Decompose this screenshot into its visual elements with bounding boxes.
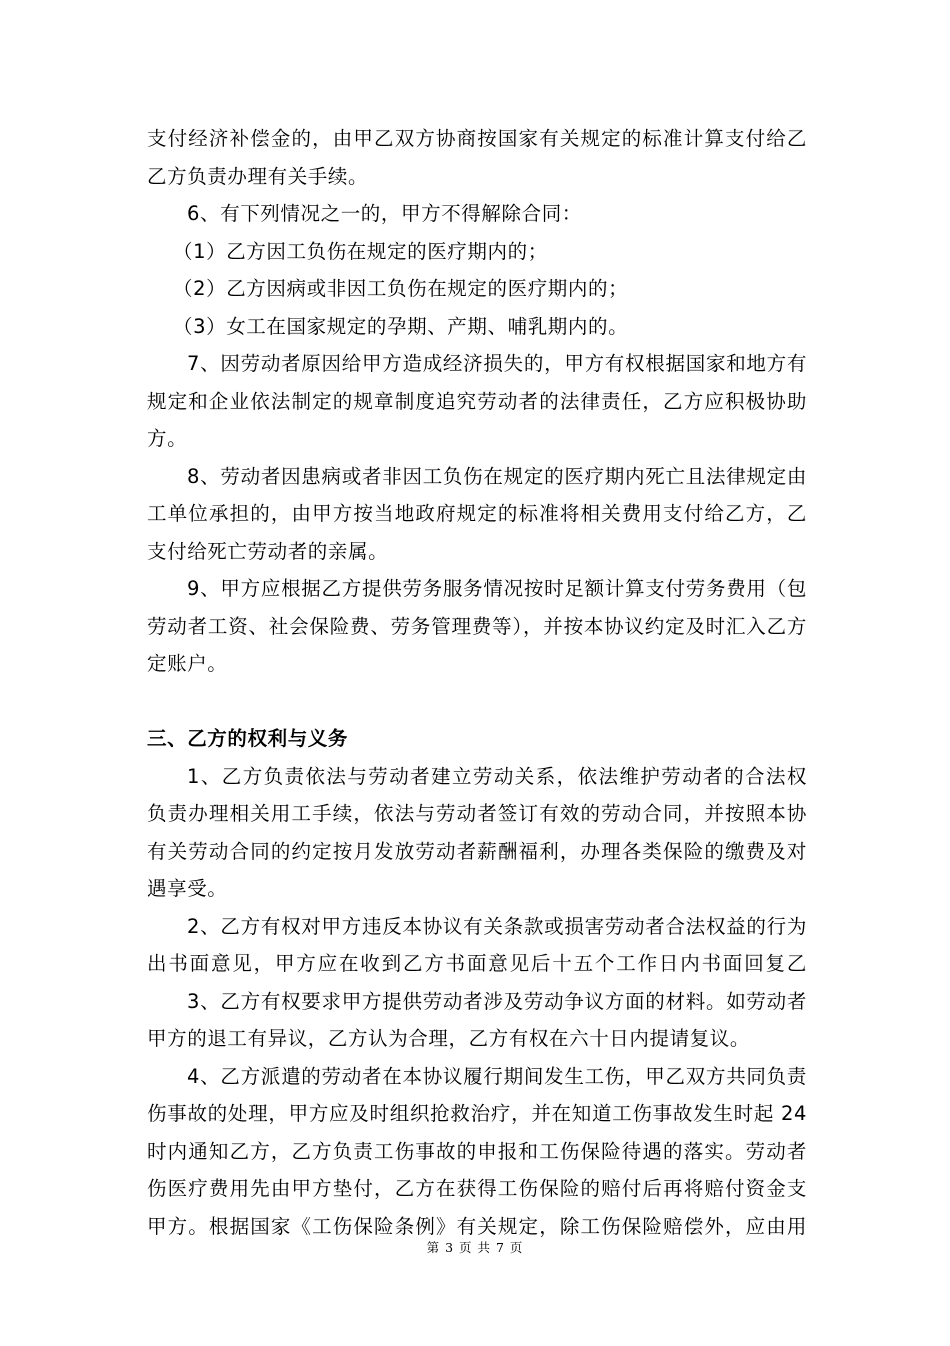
text-line: 工单位承担的，由甲方按当地政府规定的标准将相关费用支付给乙方，乙 (147, 502, 807, 525)
paragraph-gap (147, 683, 807, 721)
clause-6: 6、有下列情况之一的，甲方不得解除合同： (187, 202, 582, 225)
text-line: 伤事故的处理，甲方应及时组织抢救治疗，并在知道工伤事故发生时起 24 (147, 1102, 807, 1125)
section-3-clause-1: 1、乙方负责依法与劳动者建立劳动关系，依法维护劳动者的合法权 (187, 764, 807, 788)
text-line: 出书面意见，甲方应在收到乙方书面意见后十五个工作日内书面回复乙 (147, 952, 807, 975)
text-line: 伤医疗费用先由甲方垫付，乙方在获得工伤保险的赔付后再将赔付资金支 (147, 1177, 807, 1200)
text-line: 支付给死亡劳动者的亲属。 (147, 539, 389, 563)
clause-9: 9、甲方应根据乙方提供劳务服务情况按时足额计算支付劳务费用（包 (187, 577, 807, 600)
text-line: 规定和企业依法制定的规章制度追究劳动者的法律责任，乙方应积极协助 (147, 389, 807, 413)
text-line: 遇享受。 (147, 877, 228, 900)
clause-6-item-1: （1）乙方因工负伤在规定的医疗期内的； (173, 239, 548, 263)
section-3-clause-4: 4、乙方派遣的劳动者在本协议履行期间发生工伤，甲乙双方共同负责 (187, 1064, 807, 1088)
section-3-clause-3: 3、乙方有权要求甲方提供劳动者涉及劳动争议方面的材料。如劳动者 (187, 989, 807, 1013)
section-3-clause-2: 2、乙方有权对甲方违反本协议有关条款或损害劳动者合法权益的行为 (187, 914, 807, 938)
text-line: 支付经济补偿金的，由甲乙双方协商按国家有关规定的标准计算支付给乙 (147, 127, 807, 150)
document-body (147, 120, 807, 1245)
text-line: 定账户。 (147, 652, 228, 675)
clause-6-item-2: （2）乙方因病或非因工负伤在规定的医疗期内的； (173, 277, 629, 300)
text-line: 时内通知乙方，乙方负责工伤事故的申报和工伤保险待遇的落实。劳动者 (147, 1139, 807, 1163)
text-line: 方。 (147, 427, 188, 450)
clause-7: 7、因劳动者原因给甲方造成经济损失的，甲方有权根据国家和地方有 (187, 352, 807, 375)
text-line: 甲方。根据国家《工伤保险条例》有关规定，除工伤保险赔偿外，应由用 (147, 1214, 807, 1238)
page-footer: 第 3 页 共 7 页 (426, 1240, 524, 1255)
clause-6-item-3: （3）女工在国家规定的孕期、产期、哺乳期内的。 (173, 314, 629, 338)
text-line: 乙方负责办理有关手续。 (147, 164, 369, 188)
section-heading: 三、乙方的权利与义务 (147, 727, 349, 750)
clause-8: 8、劳动者因患病或者非因工负伤在规定的医疗期内死亡且法律规定由 (187, 464, 807, 488)
text-line: 甲方的退工有异议，乙方认为合理，乙方有权在六十日内提请复议。 (147, 1027, 751, 1050)
text-line: 劳动者工资、社会保险费、劳务管理费等），并按本协议约定及时汇入乙方 (147, 614, 807, 638)
text-line: 有关劳动合同的约定按月发放劳动者薪酬福利，办理各类保险的缴费及对 (147, 839, 807, 863)
text-line: 负责办理相关用工手续，依法与劳动者签订有效的劳动合同，并按照本协 (147, 802, 807, 825)
